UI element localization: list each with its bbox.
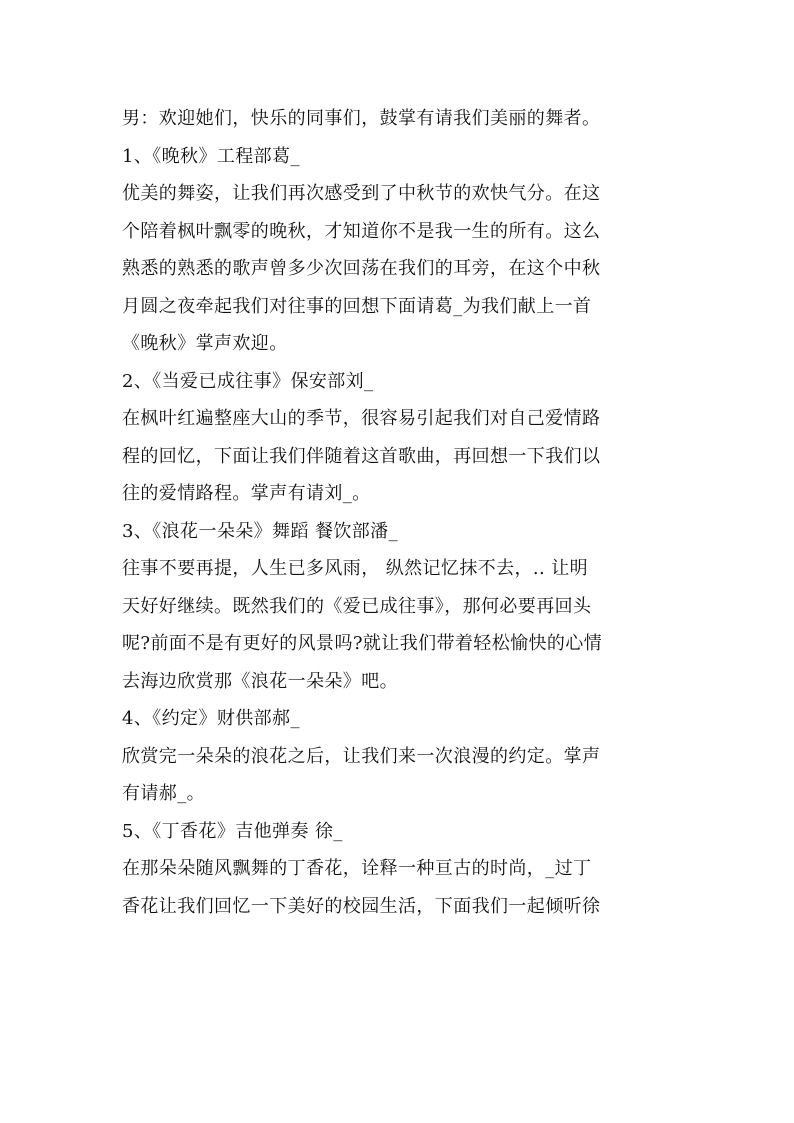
program-item-heading: 5、《丁香花》吉他弹奏 徐_	[122, 820, 343, 842]
text-line: 男：欢迎她们，快乐的同事们，鼓掌有请我们美丽的舞者。	[122, 108, 601, 129]
text-line: 《晚秋》掌声欢迎。	[122, 333, 288, 354]
text-line: 熟悉的熟悉的歌声曾多少次回荡在我们的耳旁，在这个中秋	[122, 258, 601, 279]
text-line: 呢?前面不是有更好的风景吗?就让我们带着轻松愉快的心情	[122, 633, 603, 654]
text-line: 月圆之夜牵起我们对往事的回想下面请葛_为我们献上一首	[122, 295, 592, 317]
text-line: 往的爱情路程。掌声有请刘_。	[122, 483, 371, 504]
text-line: 天好好继续。既然我们的《爱已成往事》，那何必要再回头	[122, 595, 592, 617]
program-item-heading: 1、《晚秋》工程部葛_	[122, 145, 300, 167]
document-body	[122, 100, 702, 925]
text-line: 有请郝_。	[122, 783, 205, 804]
text-line: 优美的舞姿，让我们再次感受到了中秋节的欢快气分。在这	[122, 183, 601, 204]
text-line: 欣赏完一朵朵的浪花之后，让我们来一次浪漫的约定。掌声	[122, 745, 601, 767]
program-item-heading: 2、《当爱已成往事》保安部刘_	[122, 370, 374, 392]
program-item-heading: 4、《约定》财供部郝_	[122, 708, 300, 729]
text-line: 在那朵朵随风飘舞的丁香花，诠释一种亘古的时尚，_过丁	[122, 858, 592, 879]
text-line: 往事不要再提，人生已多风雨， 纵然记忆抹不去，.. 让明	[122, 558, 589, 579]
text-line: 去海边欣赏那《浪花一朵朵》吧。	[122, 670, 398, 692]
program-item-heading: 3、《浪花一朵朵》舞蹈 餐饮部潘_	[122, 520, 398, 542]
text-line: 在枫叶红遍整座大山的季节，很容易引起我们对自己爱情路	[122, 408, 601, 429]
text-line: 程的回忆，下面让我们伴随着这首歌曲，再回想一下我们以	[122, 445, 601, 467]
text-line: 个陪着枫叶飘零的晚秋，才知道你不是我一生的所有。这么	[122, 220, 601, 242]
text-line: 香花让我们回忆一下美好的校园生活，下面我们一起倾听徐	[122, 895, 601, 917]
